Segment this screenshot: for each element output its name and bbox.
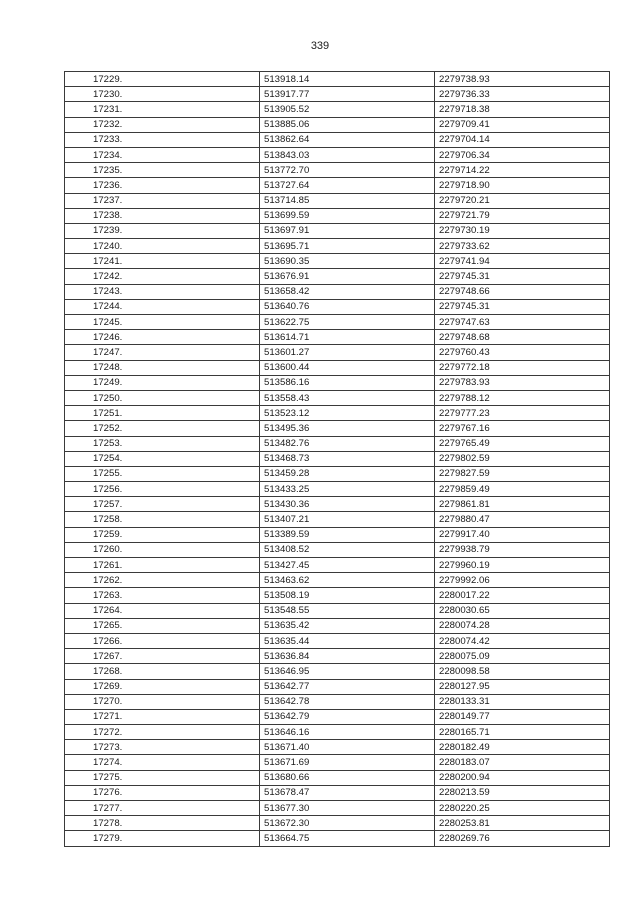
x-coordinate-cell: 513408.52: [260, 542, 435, 557]
table-row: [65, 482, 610, 497]
point-number-cell: 17275.: [65, 770, 260, 785]
x-coordinate-cell: 513642.77: [260, 679, 435, 694]
table-row: [65, 725, 610, 740]
y-coordinate-cell: 2279765.49: [435, 436, 610, 451]
x-coordinate-cell: 513636.84: [260, 649, 435, 664]
point-number-cell: 17255.: [65, 466, 260, 481]
point-number-cell: 17259.: [65, 527, 260, 542]
y-coordinate-cell: 2279718.90: [435, 178, 610, 193]
x-coordinate-cell: 513677.30: [260, 801, 435, 816]
x-coordinate-cell: 513614.71: [260, 330, 435, 345]
x-coordinate-cell: 513646.16: [260, 725, 435, 740]
y-coordinate-cell: 2280269.76: [435, 831, 610, 846]
point-number-cell: 17249.: [65, 375, 260, 390]
table-row: [65, 649, 610, 664]
table-row: [65, 512, 610, 527]
y-coordinate-cell: 2279730.19: [435, 223, 610, 238]
table-row: [65, 208, 610, 223]
point-number-cell: 17258.: [65, 512, 260, 527]
x-coordinate-cell: 513586.16: [260, 375, 435, 390]
point-number-cell: 17270.: [65, 694, 260, 709]
x-coordinate-cell: 513680.66: [260, 770, 435, 785]
y-coordinate-cell: 2280213.59: [435, 785, 610, 800]
point-number-cell: 17238.: [65, 208, 260, 223]
point-number-cell: 17254.: [65, 451, 260, 466]
point-number-cell: 17231.: [65, 102, 260, 117]
x-coordinate-cell: 513640.76: [260, 299, 435, 314]
y-coordinate-cell: 2280017.22: [435, 588, 610, 603]
x-coordinate-cell: 513642.78: [260, 694, 435, 709]
table-row: [65, 451, 610, 466]
table-row: [65, 740, 610, 755]
y-coordinate-cell: 2279720.21: [435, 193, 610, 208]
x-coordinate-cell: 513523.12: [260, 406, 435, 421]
point-number-cell: 17243.: [65, 284, 260, 299]
y-coordinate-cell: 2279706.34: [435, 147, 610, 162]
y-coordinate-cell: 2279738.93: [435, 72, 610, 87]
y-coordinate-cell: 2279788.12: [435, 390, 610, 405]
x-coordinate-cell: 513885.06: [260, 117, 435, 132]
point-number-cell: 17274.: [65, 755, 260, 770]
y-coordinate-cell: 2280074.42: [435, 633, 610, 648]
x-coordinate-cell: 513671.69: [260, 755, 435, 770]
point-number-cell: 17251.: [65, 406, 260, 421]
y-coordinate-cell: 2279802.59: [435, 451, 610, 466]
table-row: [65, 785, 610, 800]
y-coordinate-cell: 2279827.59: [435, 466, 610, 481]
point-number-cell: 17257.: [65, 497, 260, 512]
y-coordinate-cell: 2279760.43: [435, 345, 610, 360]
y-coordinate-cell: 2279718.38: [435, 102, 610, 117]
point-number-cell: 17250.: [65, 390, 260, 405]
point-number-cell: 17279.: [65, 831, 260, 846]
x-coordinate-cell: 513635.44: [260, 633, 435, 648]
table-row: [65, 633, 610, 648]
table-row: [65, 330, 610, 345]
table-row: [65, 360, 610, 375]
point-number-cell: 17248.: [65, 360, 260, 375]
table-row: [65, 770, 610, 785]
point-number-cell: 17230.: [65, 87, 260, 102]
x-coordinate-cell: 513672.30: [260, 816, 435, 831]
x-coordinate-cell: 513482.76: [260, 436, 435, 451]
table-row: [65, 223, 610, 238]
x-coordinate-cell: 513772.70: [260, 163, 435, 178]
x-coordinate-cell: 513727.64: [260, 178, 435, 193]
point-number-cell: 17260.: [65, 542, 260, 557]
point-number-cell: 17261.: [65, 558, 260, 573]
point-number-cell: 17271.: [65, 709, 260, 724]
y-coordinate-cell: 2279783.93: [435, 375, 610, 390]
table-row: [65, 239, 610, 254]
y-coordinate-cell: 2279736.33: [435, 87, 610, 102]
point-number-cell: 17240.: [65, 239, 260, 254]
x-coordinate-cell: 513664.75: [260, 831, 435, 846]
y-coordinate-cell: 2279767.16: [435, 421, 610, 436]
x-coordinate-cell: 513600.44: [260, 360, 435, 375]
y-coordinate-cell: 2280127.95: [435, 679, 610, 694]
x-coordinate-cell: 513635.42: [260, 618, 435, 633]
point-number-cell: 17241.: [65, 254, 260, 269]
x-coordinate-cell: 513508.19: [260, 588, 435, 603]
y-coordinate-cell: 2280030.65: [435, 603, 610, 618]
table-row: [65, 573, 610, 588]
x-coordinate-cell: 513427.45: [260, 558, 435, 573]
y-coordinate-cell: 2279745.31: [435, 299, 610, 314]
x-coordinate-cell: 513622.75: [260, 315, 435, 330]
x-coordinate-cell: 513548.55: [260, 603, 435, 618]
point-number-cell: 17278.: [65, 816, 260, 831]
table-row: [65, 87, 610, 102]
y-coordinate-cell: 2279745.31: [435, 269, 610, 284]
table-row: [65, 618, 610, 633]
y-coordinate-cell: 2279741.94: [435, 254, 610, 269]
point-number-cell: 17269.: [65, 679, 260, 694]
table-row: [65, 603, 610, 618]
point-number-cell: 17245.: [65, 315, 260, 330]
point-number-cell: 17263.: [65, 588, 260, 603]
x-coordinate-cell: 513843.03: [260, 147, 435, 162]
y-coordinate-cell: 2280074.28: [435, 618, 610, 633]
table-row: [65, 390, 610, 405]
x-coordinate-cell: 513658.42: [260, 284, 435, 299]
table-row: [65, 117, 610, 132]
y-coordinate-cell: 2279880.47: [435, 512, 610, 527]
point-number-cell: 17264.: [65, 603, 260, 618]
page-number: 339: [310, 40, 330, 52]
y-coordinate-cell: 2279748.66: [435, 284, 610, 299]
y-coordinate-cell: 2279748.68: [435, 330, 610, 345]
table-row: [65, 421, 610, 436]
y-coordinate-cell: 2279777.23: [435, 406, 610, 421]
point-number-cell: 17232.: [65, 117, 260, 132]
point-number-cell: 17234.: [65, 147, 260, 162]
y-coordinate-cell: 2279709.41: [435, 117, 610, 132]
y-coordinate-cell: 2279960.19: [435, 558, 610, 573]
y-coordinate-cell: 2280075.09: [435, 649, 610, 664]
point-number-cell: 17252.: [65, 421, 260, 436]
table-row: [65, 436, 610, 451]
coordinates-table-body: [65, 72, 610, 847]
table-row: [65, 664, 610, 679]
table-row: [65, 709, 610, 724]
x-coordinate-cell: 513642.79: [260, 709, 435, 724]
x-coordinate-cell: 513495.36: [260, 421, 435, 436]
x-coordinate-cell: 513690.35: [260, 254, 435, 269]
table-row: [65, 542, 610, 557]
point-number-cell: 17266.: [65, 633, 260, 648]
point-number-cell: 17233.: [65, 132, 260, 147]
point-number-cell: 17272.: [65, 725, 260, 740]
table-row: [65, 163, 610, 178]
y-coordinate-cell: 2279704.14: [435, 132, 610, 147]
x-coordinate-cell: 513671.40: [260, 740, 435, 755]
point-number-cell: 17247.: [65, 345, 260, 360]
point-number-cell: 17277.: [65, 801, 260, 816]
x-coordinate-cell: 513678.47: [260, 785, 435, 800]
table-row: [65, 527, 610, 542]
table-row: [65, 694, 610, 709]
point-number-cell: 17235.: [65, 163, 260, 178]
table-row: [65, 102, 610, 117]
y-coordinate-cell: 2279938.79: [435, 542, 610, 557]
x-coordinate-cell: 513697.91: [260, 223, 435, 238]
x-coordinate-cell: 513646.95: [260, 664, 435, 679]
point-number-cell: 17236.: [65, 178, 260, 193]
x-coordinate-cell: 513601.27: [260, 345, 435, 360]
table-row: [65, 588, 610, 603]
y-coordinate-cell: 2280200.94: [435, 770, 610, 785]
x-coordinate-cell: 513676.91: [260, 269, 435, 284]
x-coordinate-cell: 513918.14: [260, 72, 435, 87]
y-coordinate-cell: 2279772.18: [435, 360, 610, 375]
x-coordinate-cell: 513699.59: [260, 208, 435, 223]
table-row: [65, 315, 610, 330]
y-coordinate-cell: 2279714.22: [435, 163, 610, 178]
table-row: [65, 816, 610, 831]
table-row: [65, 497, 610, 512]
y-coordinate-cell: 2279733.62: [435, 239, 610, 254]
table-row: [65, 801, 610, 816]
x-coordinate-cell: 513433.25: [260, 482, 435, 497]
x-coordinate-cell: 513917.77: [260, 87, 435, 102]
table-row: [65, 147, 610, 162]
point-number-cell: 17265.: [65, 618, 260, 633]
table-row: [65, 558, 610, 573]
point-number-cell: 17229.: [65, 72, 260, 87]
x-coordinate-cell: 513862.64: [260, 132, 435, 147]
y-coordinate-cell: 2280098.58: [435, 664, 610, 679]
x-coordinate-cell: 513407.21: [260, 512, 435, 527]
y-coordinate-cell: 2280183.07: [435, 755, 610, 770]
y-coordinate-cell: 2280149.77: [435, 709, 610, 724]
y-coordinate-cell: 2279917.40: [435, 527, 610, 542]
x-coordinate-cell: 513468.73: [260, 451, 435, 466]
y-coordinate-cell: 2279721.79: [435, 208, 610, 223]
table-row: [65, 406, 610, 421]
y-coordinate-cell: 2280165.71: [435, 725, 610, 740]
point-number-cell: 17267.: [65, 649, 260, 664]
y-coordinate-cell: 2279861.81: [435, 497, 610, 512]
x-coordinate-cell: 513463.62: [260, 573, 435, 588]
x-coordinate-cell: 513558.43: [260, 390, 435, 405]
point-number-cell: 17256.: [65, 482, 260, 497]
y-coordinate-cell: 2280182.49: [435, 740, 610, 755]
point-number-cell: 17262.: [65, 573, 260, 588]
y-coordinate-cell: 2279747.63: [435, 315, 610, 330]
table-row: [65, 755, 610, 770]
point-number-cell: 17276.: [65, 785, 260, 800]
x-coordinate-cell: 513905.52: [260, 102, 435, 117]
table-row: [65, 345, 610, 360]
y-coordinate-cell: 2280253.81: [435, 816, 610, 831]
table-row: [65, 72, 610, 87]
table-row: [65, 466, 610, 481]
table-row: [65, 254, 610, 269]
point-number-cell: 17246.: [65, 330, 260, 345]
table-row: [65, 284, 610, 299]
table-row: [65, 679, 610, 694]
point-number-cell: 17242.: [65, 269, 260, 284]
y-coordinate-cell: 2279859.49: [435, 482, 610, 497]
x-coordinate-cell: 513695.71: [260, 239, 435, 254]
x-coordinate-cell: 513389.59: [260, 527, 435, 542]
table-row: [65, 132, 610, 147]
point-number-cell: 17239.: [65, 223, 260, 238]
coordinates-table: [64, 71, 610, 847]
y-coordinate-cell: 2279992.06: [435, 573, 610, 588]
point-number-cell: 17237.: [65, 193, 260, 208]
table-row: [65, 178, 610, 193]
table-row: [65, 299, 610, 314]
table-row: [65, 269, 610, 284]
point-number-cell: 17273.: [65, 740, 260, 755]
y-coordinate-cell: 2280220.25: [435, 801, 610, 816]
y-coordinate-cell: 2280133.31: [435, 694, 610, 709]
table-row: [65, 831, 610, 846]
x-coordinate-cell: 513459.28: [260, 466, 435, 481]
point-number-cell: 17268.: [65, 664, 260, 679]
x-coordinate-cell: 513714.85: [260, 193, 435, 208]
table-row: [65, 375, 610, 390]
x-coordinate-cell: 513430.36: [260, 497, 435, 512]
table-row: [65, 193, 610, 208]
point-number-cell: 17244.: [65, 299, 260, 314]
point-number-cell: 17253.: [65, 436, 260, 451]
